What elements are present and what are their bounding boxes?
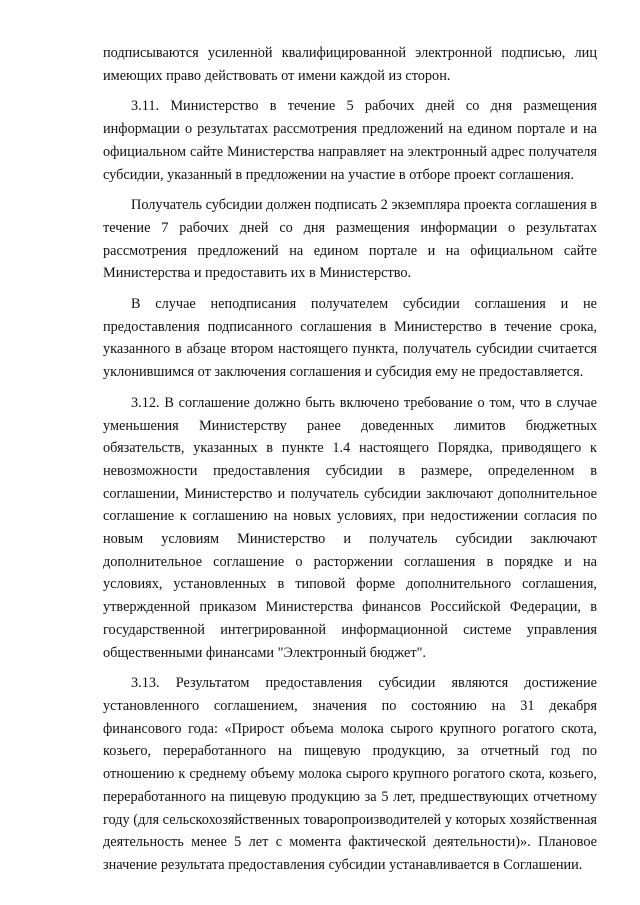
paragraph-3-13: 3.13. Результатом предоставления субсидии являются достижение установленного соглашением, значения по состоянию на 31 декабря финансового года: «Прирост объема молока сырого крупного рогатого скота, козьего, переработанного на пищевую продукцию, за отчетный год по отношению к среднему объему молока сырого крупного рогатого скота, козьего, переработанного на пищевую продукцию за 5 лет, предшествующих отчетному году (для сельскохозяйственных товаропроизводителей у которых хозяйственная деятельность менее 5 лет с момента фактической деятельности)». Плановое значение результата предоставления субсидии устанавливается в Соглашении. [103, 675, 597, 873]
paragraph-non-signing: В случае неподписания получателем субсидии соглашения и не предоставления подписанного соглашения в Министерство в течение срока, указанного в абзаце втором настоящего пункта, получатель субсидии считается уклонившимся от заключения соглашения и субсидия ему не предоставляется. [103, 296, 597, 381]
paragraph-3-11: 3.11. Министерство в течение 5 рабочих дней со дня размещения информации о результатах рассмотрения предложений на едином портале и на официальном сайте Министерства направляет на электронный адрес получателя субсидии, указанный в предложении на участие в отборе проект соглашения. [103, 98, 597, 183]
paragraph-signature-continuation: подписываются усиленной квалифицированной электронной подписью, лиц имеющих право действовать от имени каждой из сторон. [103, 45, 597, 84]
paragraph-recipient-signing: Получатель субсидии должен подписать 2 экземпляра проекта соглашения в течение 7 рабочих дней со дня размещения информации о результатах рассмотрения предложений на едином портале и на официальном сайте Министерства и предоставить их в Министерство. [103, 197, 597, 282]
paragraph-3-12: 3.12. В соглашение должно быть включено требование о том, что в случае уменьшения Министерству ранее доведенных лимитов бюджетных обязательств, указанных в пункте 1.4 настоящего Порядка, приводящего к невозможности предоставления субсидии в размере, определенном в соглашении, Министерство и получатель субсидии заключают дополнительное соглашение к соглашению на новых условиях, при недостижении согласия по новым условиям Министерство и получатель субсидии заключают дополнительное соглашение о расторжении соглашения в порядке и на условиях, установленных в типовой форме дополнительного соглашения, утвержденной приказом Министерства финансов Российской Федерации, в государственной интегрированной информационной системе управления общественными финансами "Электронный бюджет". [103, 394, 597, 661]
document-body [103, 42, 597, 877]
